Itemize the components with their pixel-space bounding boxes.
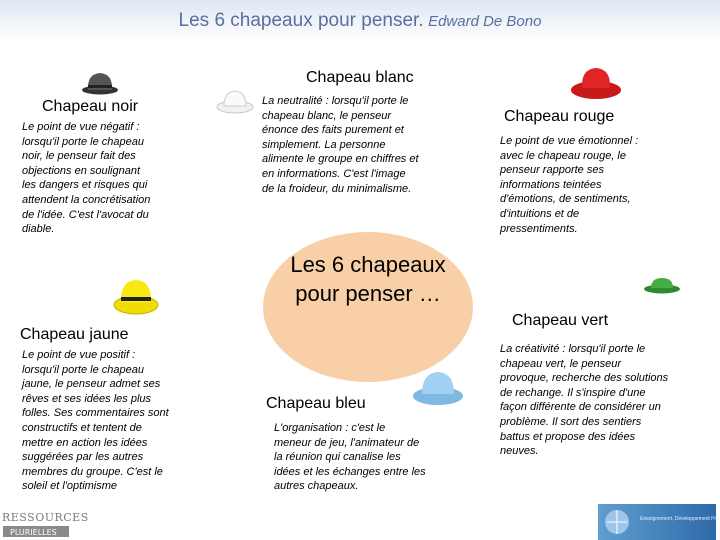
text-line: Le point de vue négatif : — [22, 121, 140, 133]
text-line: meneur de jeu, l'animateur de — [274, 436, 420, 449]
text-line: mettre en action les idées — [22, 436, 148, 449]
yellow-hat-icon — [110, 275, 162, 319]
heading-chapeau-blanc: Chapeau blanc — [306, 69, 414, 86]
text-line: pressentiments. — [500, 222, 578, 235]
center-title — [263, 250, 473, 308]
text-chapeau-jaune — [22, 348, 202, 494]
heading-chapeau-noir: Chapeau noir — [42, 98, 139, 115]
green-hat-icon — [642, 276, 682, 296]
text-line: objections en soulignant — [22, 164, 141, 177]
white-hat-icon — [215, 86, 255, 116]
text-line: neuves. — [500, 445, 539, 458]
text-line: penseur rapporte ses — [500, 164, 604, 177]
title-author: Edward De Bono — [428, 13, 542, 30]
text-line: L'organisation : c'est le — [274, 422, 386, 434]
center-line-2: pour penser … — [295, 281, 441, 306]
text-line: simplement. La personne — [262, 138, 386, 151]
ressources-plurielles-logo — [0, 505, 89, 539]
text-line: façon différente de considérer un — [500, 401, 661, 414]
text-line: d'intuitions et de — [500, 207, 580, 220]
text-line: alimente le groupe en chiffres et — [262, 153, 419, 166]
text-line: La neutralité : lorsqu'il porte le — [262, 95, 409, 107]
text-line: la réunion qui canalise les — [274, 451, 401, 464]
red-hat-icon — [568, 64, 624, 104]
text-line: chapeau blanc, le penseur — [262, 109, 392, 122]
text-chapeau-blanc — [262, 94, 457, 196]
text-line: idées et les échanges entre les — [274, 465, 426, 478]
text-chapeau-rouge — [500, 134, 685, 236]
text-line: Le point de vue positif : — [22, 349, 136, 361]
text-line: Le point de vue émotionnel : — [500, 135, 639, 147]
text-line: d'émotions, de sentiments, — [500, 193, 631, 206]
heading-chapeau-bleu: Chapeau bleu — [266, 395, 366, 412]
right-logo-text: Enseignement, Développement Pro — [640, 516, 719, 522]
text-line: problème. Il sort des sentiers — [500, 415, 642, 428]
black-hat-icon — [80, 70, 120, 96]
text-chapeau-bleu — [274, 421, 459, 494]
heading-chapeau-vert: Chapeau vert — [512, 312, 609, 329]
text-line: les dangers et risques qui — [22, 179, 148, 192]
text-line: folles. Ses commentaires sont — [22, 407, 169, 420]
text-line: en informations. C'est l'image — [262, 167, 406, 180]
blue-hat-icon — [410, 368, 466, 410]
svg-text:RESSOURCES: RESSOURCES — [2, 511, 89, 524]
svg-text:PLURIELLES: PLURIELLES — [10, 528, 57, 537]
text-line: autres chapeaux. — [274, 480, 359, 493]
text-line: noir, le penseur fait des — [22, 150, 136, 163]
text-line: diable. — [22, 223, 55, 236]
heading-chapeau-jaune: Chapeau jaune — [20, 326, 129, 343]
text-line: lorsqu'il porte le chapeau — [22, 363, 144, 376]
center-line-1: Les 6 chapeaux — [290, 252, 446, 277]
text-line: avec le chapeau rouge, le — [500, 149, 626, 162]
text-line: constructifs et tentent de — [22, 421, 142, 434]
text-line: de l'idée. C'est l'avocat du — [22, 208, 149, 221]
text-chapeau-noir — [22, 120, 192, 237]
text-line: chapeau vert, le penseur — [500, 357, 622, 370]
heading-chapeau-rouge: Chapeau rouge — [504, 108, 615, 125]
text-chapeau-vert — [500, 342, 710, 459]
text-line: membres du groupe. C'est le — [22, 465, 163, 478]
text-line: La créativité : lorsqu'il porte le — [500, 343, 646, 355]
globe-icon — [602, 507, 632, 537]
text-line: lorsqu'il porte le chapeau — [22, 135, 144, 148]
title-main: Les 6 chapeaux pour penser. — [178, 10, 424, 31]
text-line: rêves et ses idées les plus — [22, 392, 152, 405]
text-line: énonce des faits purement et — [262, 124, 404, 137]
text-line: de la froideur, du minimalisme. — [262, 182, 412, 195]
text-line: jaune, le penseur admet ses — [22, 378, 161, 391]
text-line: soleil et l'optimisme — [22, 480, 118, 493]
text-line: informations teintées — [500, 178, 602, 191]
text-line: attendent la concrétisation — [22, 193, 151, 206]
page-title — [0, 10, 720, 32]
text-line: suggérées par les autres — [22, 451, 144, 464]
text-line: de rechange. Il s'inspire d'une — [500, 386, 646, 399]
text-line: battus et propose des idées — [500, 430, 636, 443]
text-line: provoque, recherche des solutions — [500, 372, 669, 385]
